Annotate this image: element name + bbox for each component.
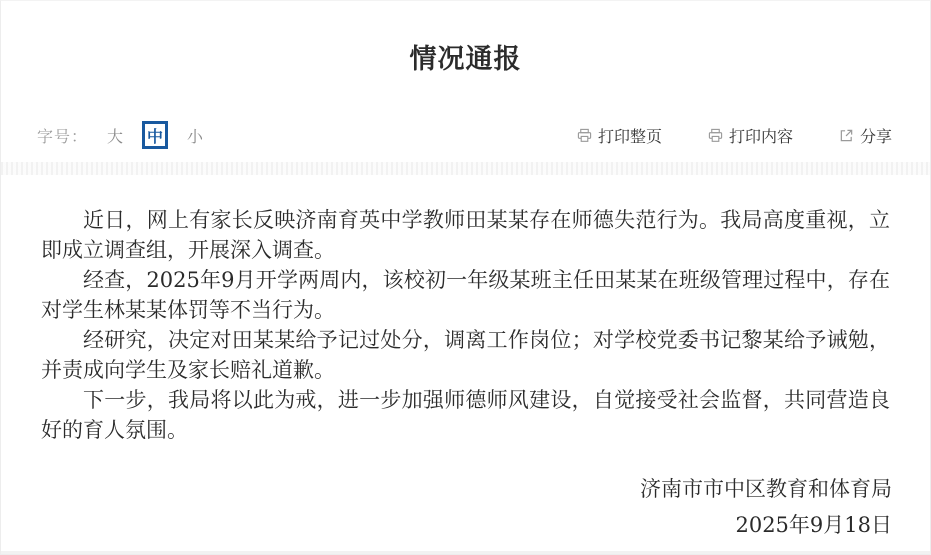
font-size-group (37, 121, 208, 149)
share-icon (839, 128, 854, 143)
paragraph: 近日，网上有家长反映济南育英中学教师田某某存在师德失范行为。我局高度重视，立即成立调查组，开展深入调查。 (41, 208, 890, 262)
page-title: 情况通报 (409, 44, 522, 74)
font-size-large-button[interactable]: 大 (102, 121, 128, 149)
signature-date: 2025年9月18日 (735, 513, 892, 537)
signature-block (1, 471, 930, 543)
print-content-label: 打印内容 (728, 128, 793, 146)
share-button[interactable] (839, 124, 892, 147)
print-content-button[interactable] (708, 124, 793, 147)
toolbar (1, 118, 930, 152)
print-full-page-label: 打印整页 (597, 128, 662, 146)
paragraph: 下一步，我局将以此为戒，进一步加强师德师风建设，自觉接受社会监督，共同营造良好的育人氛围。 (41, 388, 890, 442)
notice-body (1, 205, 930, 445)
printer-icon (577, 128, 592, 143)
bottom-border (1, 551, 930, 554)
font-size-medium-button[interactable]: 中 (142, 121, 168, 149)
print-full-page-button[interactable] (577, 124, 662, 147)
signature-org: 济南市市中区教育和体育局 (640, 477, 892, 501)
toolbar-actions (577, 124, 892, 147)
font-size-label: 字号： (37, 128, 89, 146)
paragraph: 经研究，决定对田某某给予记过处分，调离工作岗位；对学校党委书记黎某给予诫勉，并责成向学生及家长赔礼道歉。 (41, 328, 890, 382)
printer-icon (708, 128, 723, 143)
dashed-divider (1, 162, 930, 175)
paragraph: 经查，2025年9月开学两周内，该校初一年级某班主任田某某在班级管理过程中，存在对学生林某某体罚等不当行为。 (41, 268, 890, 322)
share-label: 分享 (859, 128, 892, 146)
font-size-small-button[interactable]: 小 (182, 121, 208, 149)
